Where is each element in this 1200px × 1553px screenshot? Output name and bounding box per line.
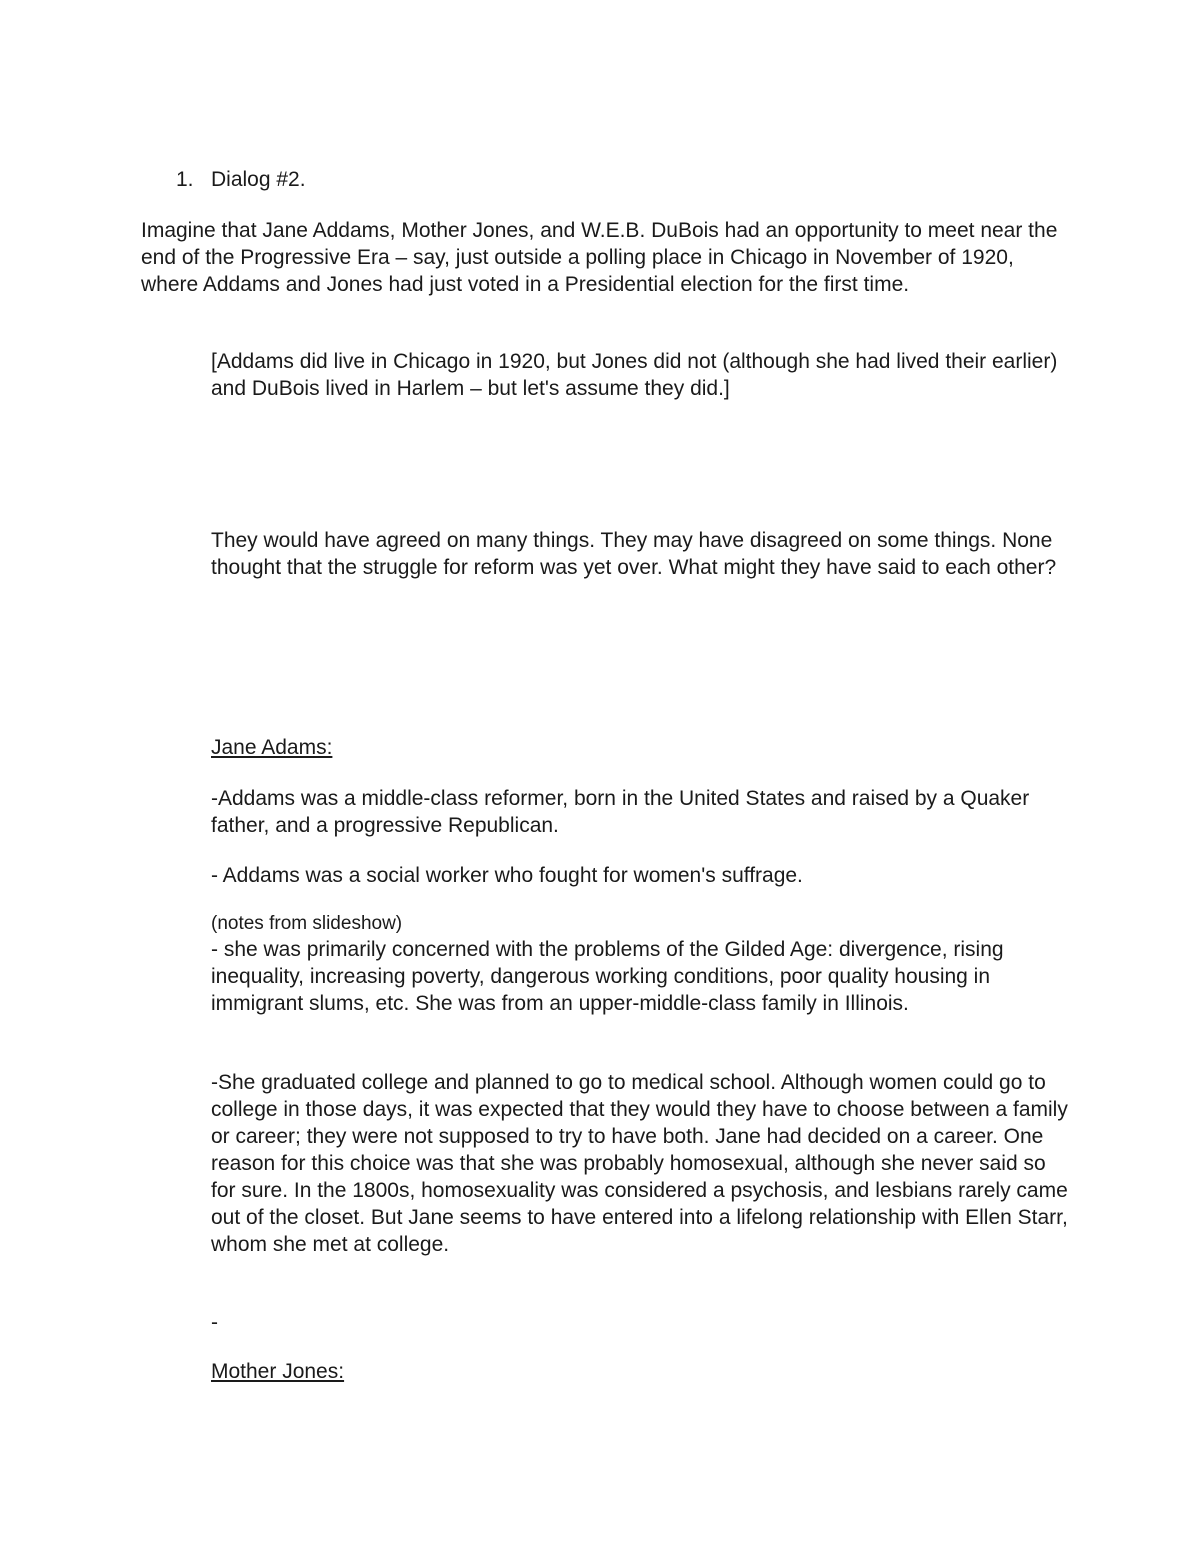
notes-label: (notes from slideshow) [211,913,403,934]
list-number: 1. [176,168,194,191]
adams-notes-body: - she was primarily concerned with the problems of the Gilded Age: divergence, rising inequality, increasing poverty, dangerous working conditions, poor quality housing in immigrant slums, etc. She was from an upper-middle-class family in Illinois. [211,938,1004,1015]
list-heading [176,166,306,193]
adams-career-paragraph: -She graduated college and planned to go to medical school. Although women could go to college in those days, it was expected that they would they have to choose between a family or career; they were not supposed to try to have both. Jane had decided on a career. One reason for this choice was that she was probably homosexual, although she never said so for sure. In the 1800s, homosexuality was considered a psychosis, and lesbians rarely came out of the closet. But Jane seems to have entered into a lifelong relationship with Ellen Starr, whom she met at college. [211,1071,1068,1256]
section-heading-mother-jones: Mother Jones: [211,1360,345,1383]
historical-note: [Addams did live in Chicago in 1920, but Jones did not (although she had lived their earlier) and DuBois lived in Harlem – but let's assume they did.] [211,350,1058,400]
adams-point-suffrage: - Addams was a social worker who fought for women's suffrage. [211,864,803,887]
dialog-title: Dialog #2. [211,168,306,191]
intro-paragraph: Imagine that Jane Addams, Mother Jones, and W.E.B. DuBois had an opportunity to meet near the end of the Progressive Era – say, just outside a polling place in Chicago in November of 1920, where Addams and Jones had just voted in a Presidential election for the first time. [141,219,1058,296]
section-heading-jane-adams: Jane Adams: [211,736,333,759]
prompt-question: They would have agreed on many things. They may have disagreed on some things. None thought that the struggle for reform was yet over. What might they have said to each other? [211,529,1057,579]
empty-bullet: - [211,1311,218,1334]
adams-point-background: -Addams was a middle-class reformer, born in the United States and raised by a Quaker father, and a progressive Republican. [211,787,1030,837]
